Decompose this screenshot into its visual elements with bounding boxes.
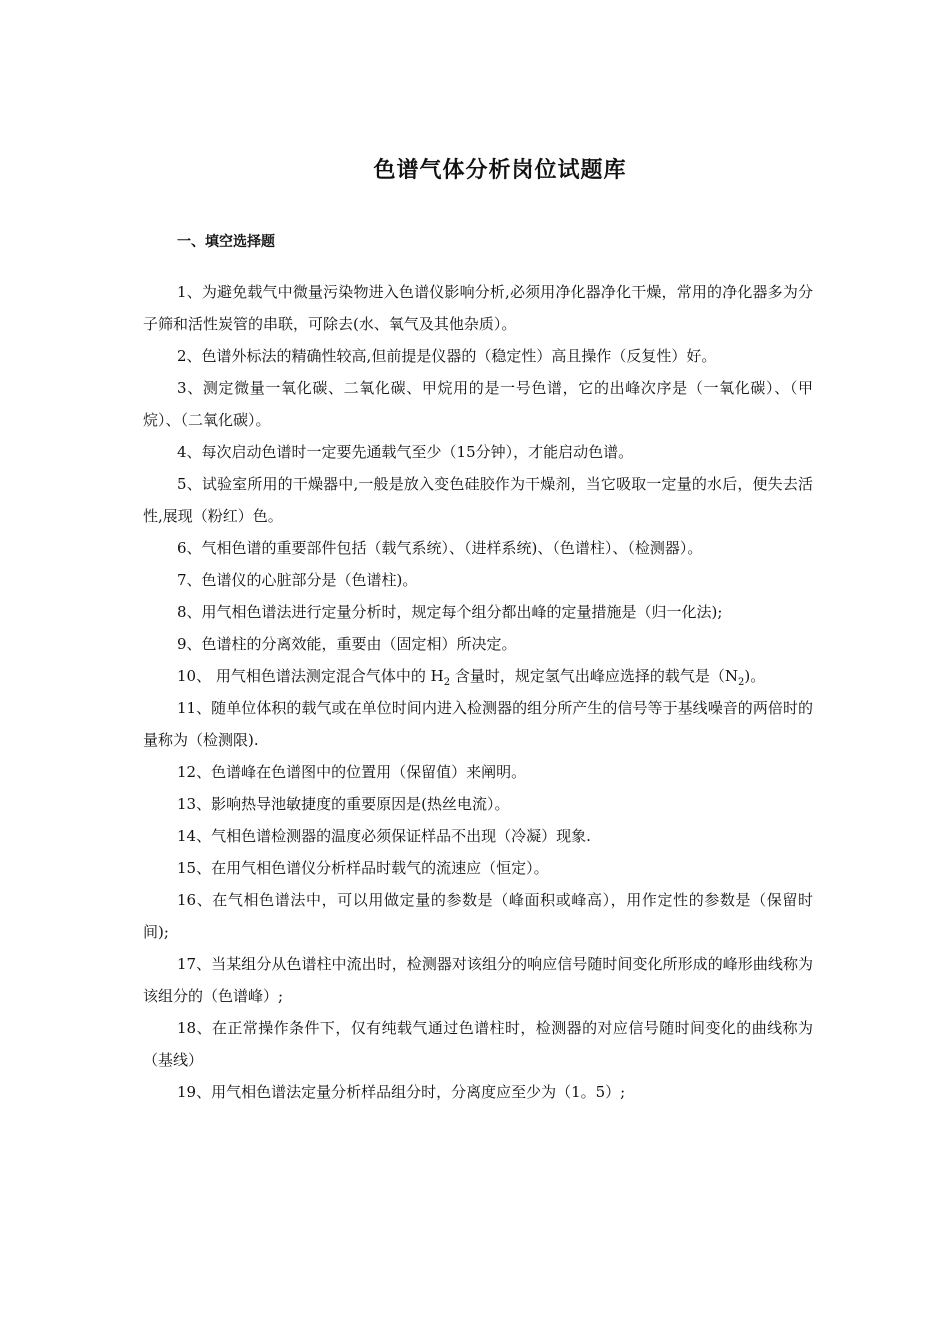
question-item: 17、当某组分从色谱柱中流出时，检测器对该组分的响应信号随时间变化所形成的峰形曲线称为该组分的（色谱峰）; <box>143 955 813 1005</box>
question-text: 含量时，规定氢气出峰应选择的载气是（N <box>450 667 738 685</box>
section-heading: 一、填空选择题 <box>177 234 275 250</box>
question-item: 18、在正常操作条件下，仅有纯载气通过色谱柱时，检测器的对应信号随时间变化的曲线称为（基线） <box>143 1019 813 1069</box>
question-text: 10、 用气相色谱法测定混合气体中的 H <box>177 667 444 685</box>
question-item: 9、色谱柱的分离效能，重要由（固定相）所决定。 <box>177 635 517 653</box>
subscript: 2 <box>443 677 451 688</box>
question-item: 15、在用气相色谱仪分析样品时载气的流速应（恒定）。 <box>177 859 549 877</box>
subscript: 2 <box>738 677 745 688</box>
question-item: 19、用气相色谱法定量分析样品组分时，分离度应至少为（1。5）; <box>177 1083 626 1101</box>
question-item: 16、在气相色谱法中，可以用做定量的参数是（峰面积或峰高），用作定性的参数是（保留时间); <box>143 891 813 941</box>
question-item: 5、试验室所用的干燥器中,一般是放入变色硅胶作为干燥剂，当它吸取一定量的水后，便失去活性,展现（粉红）色。 <box>143 475 813 525</box>
question-item: 14、气相色谱检测器的温度必须保证样品不出现（冷凝）现象. <box>177 827 591 845</box>
question-item <box>143 660 813 692</box>
question-text: )。 <box>744 667 766 685</box>
question-item: 4、每次启动色谱时一定要先通载气至少（15分钟），才能启动色谱。 <box>177 443 634 461</box>
document-title: 色谱气体分析岗位试题库 <box>373 157 627 183</box>
question-item: 1、为避免载气中微量污染物进入色谱仪影响分析,必须用净化器净化干燥，常用的净化器多为分子筛和活性炭管的串联，可除去(水、氧气及其他杂质）。 <box>143 283 813 333</box>
question-list <box>143 276 813 1108</box>
question-item: 12、色谱峰在色谱图中的位置用（保留值）来阐明。 <box>177 763 527 781</box>
question-item: 11、随单位体积的载气或在单位时间内进入检测器的组分所产生的信号等于基线噪音的两倍时的量称为（检测限). <box>143 699 813 749</box>
question-item: 3、测定微量一氧化碳、二氧化碳、甲烷用的是一号色谱，它的出峰次序是（一氧化碳）、（甲烷）、（二氧化碳）。 <box>143 379 813 429</box>
question-item: 7、色谱仪的心脏部分是（色谱柱)。 <box>177 571 418 589</box>
question-item: 13、影响热导池敏捷度的重要原因是(热丝电流）。 <box>177 795 510 813</box>
question-item: 2、色谱外标法的精确性较高,但前提是仪器的（稳定性）高且操作（反复性）好。 <box>177 347 717 365</box>
question-item: 8、用气相色谱法进行定量分析时，规定每个组分都出峰的定量措施是（归一化法); <box>177 603 723 621</box>
question-item: 6、气相色谱的重要部件包括（载气系统）、（进样系统)、（色谱柱）、（检测器）。 <box>177 539 703 557</box>
